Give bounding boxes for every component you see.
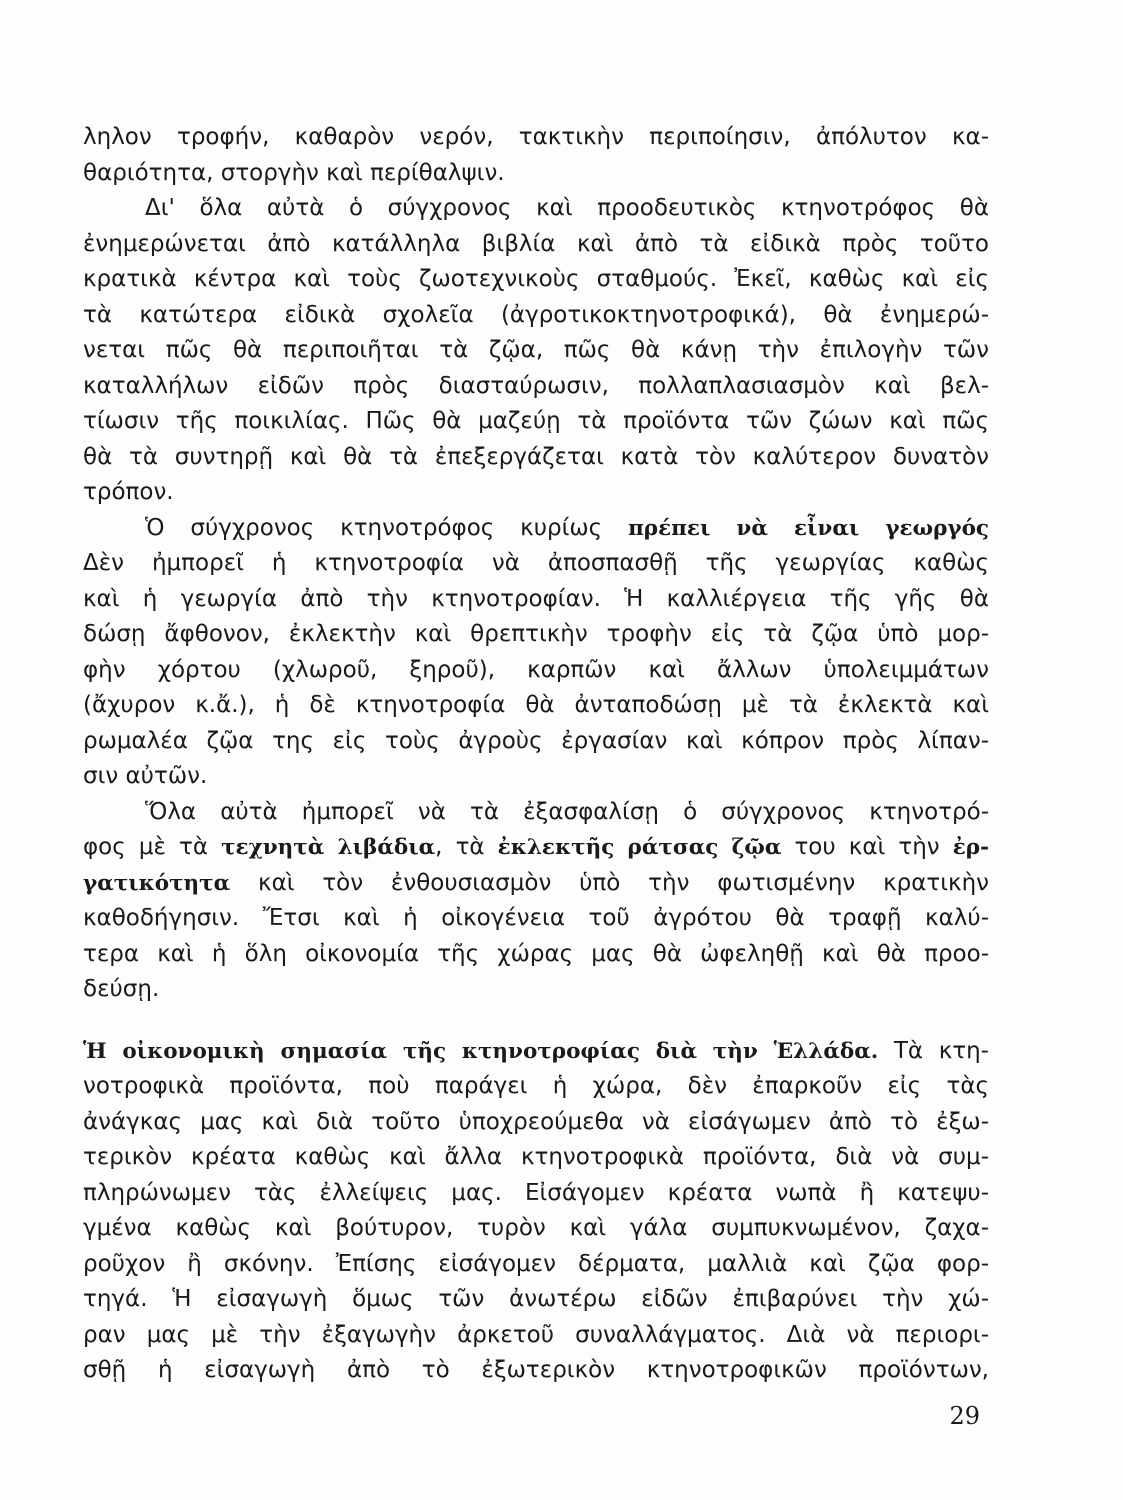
- emphasis-text: τεχνητὰ λιβάδια: [221, 835, 436, 860]
- page-number: 29: [949, 1402, 980, 1430]
- text-line: σιν αὐτῶν.: [83, 763, 208, 789]
- text-line: δεύσῃ.: [83, 976, 160, 1002]
- emphasis-text: γατικότητα: [83, 870, 231, 896]
- section-gap: [83, 1008, 989, 1034]
- text-line: τρόπον.: [83, 479, 174, 505]
- section-heading: Ἡ οἰκονομικὴ σημασία τῆς κτηνοτροφίας διὰ τὴν Ἑλλάδα.: [83, 1038, 879, 1064]
- emphasis-text: ἐκλεκτῆς ράτσας ζῷα: [497, 835, 782, 860]
- text-line: Δὲν ἠμπορεῖ ἡ κτηνοτροφία νὰ ἀποσπασθῇ τῆς γεωργίας καθὼς: [83, 550, 989, 576]
- text-line: καθοδήγησιν. Ἔτσι καὶ ἡ οἰκογένεια τοῦ ἀγρότου θὰ τραφῇ καλύ-: [83, 905, 989, 931]
- text-line: νοτροφικὰ προϊόντα, ποὺ παράγει ἡ χώρα, δὲν ἐπαρκοῦν εἰς τὰς: [83, 1073, 989, 1099]
- text-line: τηγά. Ἡ εἰσαγωγὴ ὅμως τῶν ἀνωτέρω εἰδῶν ἐπιβαρύνει τὴν χώ-: [83, 1286, 989, 1312]
- text-line: νεται πῶς θὰ περιποιῆται τὰ ζῷα, πῶς θὰ κάνῃ τὴν ἐπιλογὴν τῶν: [83, 337, 989, 363]
- text-line: ροῦχον ἢ σκόνην. Ἐπίσης εἰσάγομεν δέρματα, μαλλιὰ καὶ ζῷα φορ-: [83, 1250, 989, 1277]
- text-line: θαριότητα, στοργὴν καὶ περίθαλψιν.: [83, 159, 505, 186]
- text-line: τίωσιν τῆς ποικιλίας. Πῶς θὰ μαζεύῃ τὰ προϊόντα τῶν ζώων καὶ πῶς: [83, 408, 989, 434]
- text-line: σθῇ ἡ εἰσαγωγὴ ἀπὸ τὸ ἐξωτερικὸν κτηνοτροφικῶν προϊόντων,: [83, 1357, 989, 1383]
- text-line: ἀνάγκας μας καὶ διὰ τοῦτο ὑποχρεούμεθα νὰ εἰσάγωμεν ἀπὸ τὸ ἐξω-: [83, 1108, 989, 1135]
- text-line: καὶ ἡ γεωργία ἀπὸ τὴν κτηνοτροφίαν. Ἡ καλλιέργεια τῆς γῆς θὰ: [83, 585, 989, 612]
- text-line: κρατικὰ κέντρα καὶ τοὺς ζωοτεχνικοὺς σταθμούς. Ἐκεῖ, καθὼς καὶ εἰς: [83, 266, 989, 292]
- text-line: καταλλήλων εἰδῶν πρὸς διασταύρωσιν, πολλαπλασιασμὸν καὶ βελ-: [83, 372, 989, 399]
- body-text: [83, 120, 989, 1389]
- text-line: τερικὸν κρέατα καθὼς καὶ ἄλλα κτηνοτροφικὰ προϊόντα, διὰ νὰ συμ-: [83, 1144, 989, 1170]
- text-line: τερα καὶ ἡ ὅλη οἰκονομία τῆς χώρας μας θὰ ὠφεληθῇ καὶ θὰ προο-: [83, 940, 989, 967]
- text-line: [83, 511, 989, 547]
- text-line: (ἄχυρον κ.ἄ.), ἡ δὲ κτηνοτροφία θὰ ἀνταποδώσῃ μὲ τὰ ἐκλεκτὰ καὶ: [83, 692, 989, 718]
- text-run: Τὰ κτη-: [878, 1037, 989, 1064]
- text-line: ληλον τροφήν, καθαρὸν νερόν, τακτικὴν περιποίησιν, ἀπόλυτον κα-: [83, 124, 989, 150]
- section-heading-line: [83, 1034, 989, 1070]
- text-run: , τὰ: [435, 834, 498, 860]
- text-line: γμένα καθὼς καὶ βούτυρον, τυρὸν καὶ γάλα συμπυκνωμένον, ζαχα-: [83, 1215, 989, 1241]
- text-run: καὶ τὸν ἐνθουσιασμὸν ὑπὸ τὴν φωτισμένην κρατικὴν: [230, 869, 989, 896]
- text-line: δώσῃ ἄφθονον, ἐκλεκτὴν καὶ θρεπτικὴν τροφὴν εἰς τὰ ζῷα ὑπὸ μορ-: [83, 621, 989, 647]
- text-line: ἐνημερώνεται ἀπὸ κατάλληλα βιβλία καὶ ἀπὸ τὰ εἰδικὰ πρὸς τοῦτο: [83, 230, 989, 257]
- emphasis-text: ἐρ-: [952, 835, 990, 860]
- emphasis-text: πρέπει νὰ εἶναι γεωργός: [628, 515, 989, 541]
- text-line: ρωμαλέα ζῷα της εἰς τοὺς ἀγροὺς ἐργασίαν καὶ κόπρον πρὸς λίπαν-: [83, 727, 989, 754]
- text-line: πληρώνωμεν τὰς ἐλλείψεις μας. Εἰσάγομεν κρέατα νωπὰ ἢ κατεψυ-: [83, 1179, 989, 1206]
- text-line: [83, 866, 989, 902]
- text-line: Ὅλα αὐτὰ ἠμπορεῖ νὰ τὰ ἐξασφαλίσῃ ὁ σύγχρονος κτηνοτρό-: [145, 798, 989, 825]
- text-line: θὰ τὰ συντηρῇ καὶ θὰ τὰ ἐπεξεργάζεται κατὰ τὸν καλύτερον δυνατὸν: [83, 443, 989, 470]
- text-run: φος μὲ τὰ: [83, 834, 222, 860]
- text-line: Δι' ὅλα αὐτὰ ὁ σύγχρονος καὶ προοδευτικὸς κτηνοτρόφος θὰ: [145, 195, 989, 221]
- text-line: φὴν χόρτου (χλωροῦ, ξηροῦ), καρπῶν καὶ ἄλλων ὑπολειμμάτων: [83, 656, 989, 683]
- text-line: τὰ κατώτερα εἰδικὰ σχολεῖα (ἀγροτικοκτηνοτροφικά), θὰ ἐνημερώ-: [83, 301, 989, 328]
- text-run: του καὶ τὴν: [781, 834, 953, 860]
- text-line: ραν μας μὲ τὴν ἐξαγωγὴν ἀρκετοῦ συναλλάγματος. Διὰ νὰ περιορι-: [83, 1321, 989, 1348]
- text-run: Ὁ σύγχρονος κτηνοτρόφος κυρίως: [145, 514, 629, 541]
- text-line: [83, 830, 989, 866]
